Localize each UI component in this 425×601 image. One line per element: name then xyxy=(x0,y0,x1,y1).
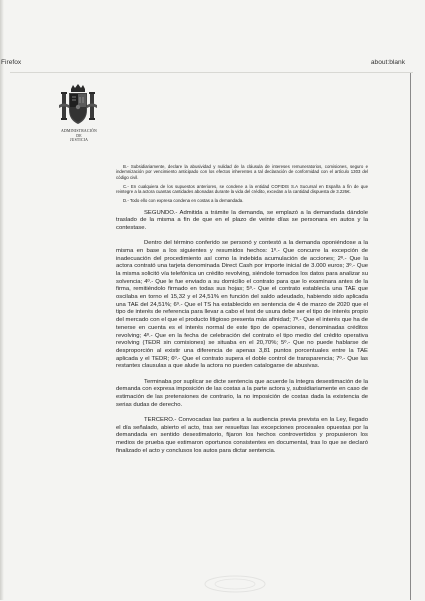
watermark-seal-icon xyxy=(195,574,275,594)
paragraph-terminaba: Terminaba por suplicar se dicte sentencia que acuerde la íntegra desestimación de la demanda con expresa imposición de las costas a la parte actora y, subsidiariamente en caso de estimación de las pretensiones de contrario, la no imposición de costas dada la existencia de serias dudas de derecho. xyxy=(116,378,368,408)
browser-url-right: about:blank xyxy=(370,59,405,66)
paragraph-tercero: TERCERO.- Convocadas las partes a la audiencia previa prevista en la Ley, llegado el día señalado, abierto el acto, tras ser resueltas las excepciones procesales opuestas por la demandada en sentido desestimatorio, fijaron los hechos controvertidos y propusieron los medios de prueba que estimaron oportunos consistentes en documental, tras lo que se declaró finalizado el acto y conclusos los autos para dictar sentencia. xyxy=(116,416,368,454)
paragraph-segundo: SEGUNDO.- Admitida a trámite la demanda, se emplazó a la demandada dándole traslado de la misma a fin de que en el plazo de veinte días se personara en autos y la contestase. xyxy=(116,209,368,231)
paragraph-item-b: B.- Subsidiariamente, declare la abusividad y nulidad de la cláusula de intereses remuneratorios, comisiones, seguro e indemnización por vencimiento anticipado con los efectos inherentes a tal declaración de conformidad con el artículo 1303 del código civil. xyxy=(116,164,368,180)
paragraph-item-c: C.- En cualquiera de los supuestos anteriores, se condene a la entidad COFIDIS S.A Sucursal en España a fin de que reintegre a la actora cuantas cantidades abonadas durante la vida del crédito, excedan a la cantidad dispuesta de 3.226€. xyxy=(116,183,368,194)
institution-line-1: ADMINISTRACIÓN xyxy=(61,129,97,133)
institution-line-3: JUSTICIA xyxy=(69,138,89,143)
paragraph-contestacion: Dentro del término conferido se personó y contestó a la demanda oponiéndose a la misma en base a los siguientes y resumidos hechos: 1º.- Que concurre la excepción de inadecuación del procedimiento así como la indebida acumulación de acciones; 2º.- Que la actora contrató una tarjeta denominada Direct Cash por importe inicial de 3.000 euros; 3º.- Que la misma solicitó vía telefónica un crédito revolving, siéndole tomados los datos para analizar su solvencia; 4º.- Que le fue enviado a su domicilio el contrato para que lo examinara antes de la firma, remitiéndolo firmado en todas sus hojas; 5º.- Que el contrato establecía una TAE que oscilaba en torno el 15,32 y el 24,51% en función del saldo adeudado, habiendo sido aplicada una TAE del 24,51%; 6º.- Que el TS ha establecido en sentencia de 4 de marzo de 2020 que el tipo de interés de referencia para llevar a cabo el test de usura debe ser el tipo de interés propio del mercado con el que el producto litigioso presenta más afinidad; 7º.- Que el interés que ha de tenerse en cuenta es el interés normal de este tipo de operaciones, denominadas créditos revolving; 4º.- Que en la fecha de celebración del contrato el tipo medio del crédito operativa revolving (TEDR sin comisiones) se situaba en el 20,70%; 5º.- Que no puede hablarse de desproporción al existir una diferencia de apenas 3,81 puntos porcentuales entre la TAE aplicada y el TEDR; 6º.- Que el contrato supera el doble control de transparencia; 7º.- Que las restantes clausulas a que alude la actora no pueden catalogarse de abusivas. xyxy=(116,240,368,370)
browser-title-left: Firefox xyxy=(1,59,22,66)
institution-label xyxy=(52,129,106,143)
right-margin-rule xyxy=(410,73,411,600)
institution-line-2: DE xyxy=(76,133,82,138)
paragraph-item-d: D.- Todo ello con expresa condena en costas a la demandada. xyxy=(123,198,244,204)
coat-of-arms-icon xyxy=(58,83,98,127)
document-body xyxy=(116,164,368,455)
scan-edge-shadow xyxy=(0,0,4,600)
